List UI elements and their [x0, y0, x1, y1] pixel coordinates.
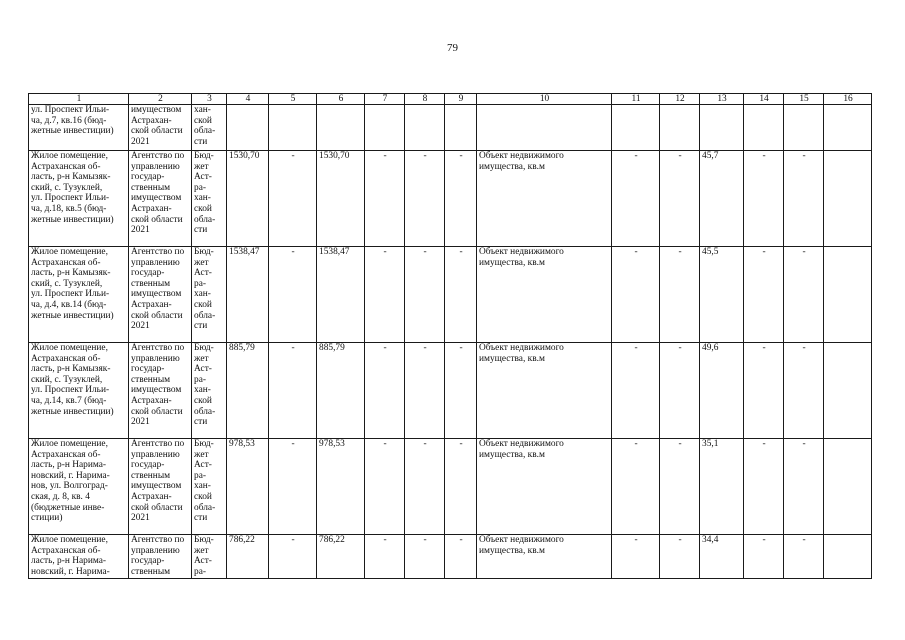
cell-col14: - — [744, 247, 784, 343]
cell-col15: - — [784, 535, 824, 579]
cell-col14 — [744, 105, 784, 151]
budget-source-cell: Бюд- жет Аст- ра- хан- ской обла- сти — [192, 439, 227, 535]
cell-col16 — [824, 343, 872, 439]
cell-col5: - — [269, 535, 317, 579]
indicator-cell — [477, 105, 612, 151]
table-row — [29, 343, 872, 439]
cell-col8: - — [405, 247, 445, 343]
cell-col5: - — [269, 343, 317, 439]
indicator-cell: Объект недвижимого имущества, кв.м — [477, 247, 612, 343]
cell-col12: - — [660, 439, 700, 535]
indicator-cell: Объект недвижимого имущества, кв.м — [477, 535, 612, 579]
column-header: 3 — [192, 94, 227, 105]
cell-col7: - — [365, 151, 405, 247]
amount-cell: 1530,70 — [317, 151, 365, 247]
amount-cell — [317, 105, 365, 151]
agency-cell: Агентство по управлению государ- ственным имуществом Астрахан- ской области 2021 — [129, 247, 192, 343]
cell-col7: - — [365, 343, 405, 439]
cell-col15: - — [784, 151, 824, 247]
budget-source-cell: Бюд- жет Аст- ра- — [192, 535, 227, 579]
area-cell: 35,1 — [700, 439, 744, 535]
budget-source-cell: Бюд- жет Аст- ра- хан- ской обла- сти — [192, 343, 227, 439]
indicator-cell: Объект недвижимого имущества, кв.м — [477, 439, 612, 535]
column-header: 11 — [612, 94, 660, 105]
column-header: 14 — [744, 94, 784, 105]
amount-cell: 786,22 — [317, 535, 365, 579]
cell-col12 — [660, 105, 700, 151]
column-header: 2 — [129, 94, 192, 105]
object-description-cell: Жилое помещение, Астраханская об- ласть, р-н Камызяк- ский, с. Тузуклей, ул. Проспект Ильи- ча, д.18, кв.5 (бюд- жетные инвестиции) — [29, 151, 129, 247]
cell-col8: - — [405, 439, 445, 535]
column-header: 12 — [660, 94, 700, 105]
total-cell: 786,22 — [227, 535, 269, 579]
cell-col7: - — [365, 247, 405, 343]
area-cell: 34,4 — [700, 535, 744, 579]
agency-cell: Агентство по управлению государ- ственным имуществом Астрахан- ской области 2021 — [129, 439, 192, 535]
column-header: 5 — [269, 94, 317, 105]
budget-source-cell: хан- ской обла- сти — [192, 105, 227, 151]
column-header: 13 — [700, 94, 744, 105]
column-header: 15 — [784, 94, 824, 105]
cell-col9: - — [445, 343, 477, 439]
total-cell: 1538,47 — [227, 247, 269, 343]
area-cell: 45,7 — [700, 151, 744, 247]
agency-cell: Агентство по управлению государ- ственным имуществом Астрахан- ской области 2021 — [129, 343, 192, 439]
cell-col11: - — [612, 439, 660, 535]
amount-cell: 978,53 — [317, 439, 365, 535]
cell-col12: - — [660, 151, 700, 247]
cell-col9: - — [445, 151, 477, 247]
cell-col15: - — [784, 439, 824, 535]
cell-col16 — [824, 439, 872, 535]
column-header: 6 — [317, 94, 365, 105]
budget-source-cell: Бюд- жет Аст- ра- хан- ской обла- сти — [192, 151, 227, 247]
table-row — [29, 247, 872, 343]
page-number: 79 — [447, 42, 458, 54]
indicator-cell: Объект недвижимого имущества, кв.м — [477, 343, 612, 439]
cell-col15 — [784, 105, 824, 151]
cell-col12: - — [660, 247, 700, 343]
budget-source-cell: Бюд- жет Аст- ра- хан- ской обла- сти — [192, 247, 227, 343]
column-header: 1 — [29, 94, 129, 105]
cell-col15: - — [784, 247, 824, 343]
cell-col16 — [824, 535, 872, 579]
cell-col14: - — [744, 535, 784, 579]
cell-col14: - — [744, 151, 784, 247]
cell-col14: - — [744, 343, 784, 439]
cell-col7 — [365, 105, 405, 151]
cell-col8: - — [405, 535, 445, 579]
column-header: 4 — [227, 94, 269, 105]
cell-col16 — [824, 105, 872, 151]
cell-col16 — [824, 151, 872, 247]
agency-cell: имуществом Астрахан- ской области 2021 — [129, 105, 192, 151]
table-row — [29, 151, 872, 247]
amount-cell: 1538,47 — [317, 247, 365, 343]
cell-col15: - — [784, 343, 824, 439]
total-cell: 885,79 — [227, 343, 269, 439]
total-cell: 978,53 — [227, 439, 269, 535]
cell-col5: - — [269, 151, 317, 247]
cell-col5 — [269, 105, 317, 151]
cell-col12: - — [660, 535, 700, 579]
table-row — [29, 105, 872, 151]
object-description-cell: ул. Проспект Ильи- ча, д.7, кв.16 (бюд- жетные инвестиции) — [29, 105, 129, 151]
area-cell — [700, 105, 744, 151]
column-header: 16 — [824, 94, 872, 105]
cell-col11: - — [612, 535, 660, 579]
agency-cell: Агентство по управлению государ- ственным имуществом Астрахан- ской области 2021 — [129, 151, 192, 247]
cell-col8: - — [405, 343, 445, 439]
object-description-cell: Жилое помещение, Астраханская об- ласть, р-н Камызяк- ский, с. Тузуклей, ул. Проспект Ильи- ча, д.14, кв.7 (бюд- жетные инвестиции) — [29, 343, 129, 439]
object-description-cell: Жилое помещение, Астраханская об- ласть, р-н Нарима- новский, г. Нарима- — [29, 535, 129, 579]
table-row — [29, 439, 872, 535]
cell-col14: - — [744, 439, 784, 535]
column-header: 7 — [365, 94, 405, 105]
indicator-cell: Объект недвижимого имущества, кв.м — [477, 151, 612, 247]
cell-col11: - — [612, 151, 660, 247]
cell-col7: - — [365, 535, 405, 579]
cell-col8 — [405, 105, 445, 151]
table-row — [29, 535, 872, 579]
cell-col11: - — [612, 247, 660, 343]
total-cell: 1530,70 — [227, 151, 269, 247]
header-row — [29, 94, 872, 105]
total-cell — [227, 105, 269, 151]
cell-col9 — [445, 105, 477, 151]
cell-col11 — [612, 105, 660, 151]
cell-col16 — [824, 247, 872, 343]
cell-col9: - — [445, 247, 477, 343]
cell-col7: - — [365, 439, 405, 535]
cell-col9: - — [445, 439, 477, 535]
area-cell: 49,6 — [700, 343, 744, 439]
cell-col12: - — [660, 343, 700, 439]
data-table — [28, 93, 872, 579]
cell-col5: - — [269, 439, 317, 535]
column-header: 10 — [477, 94, 612, 105]
cell-col9: - — [445, 535, 477, 579]
column-header: 9 — [445, 94, 477, 105]
object-description-cell: Жилое помещение, Астраханская об- ласть, р-н Камызяк- ский, с. Тузуклей, ул. Проспект Ильи- ча, д.4, кв.14 (бюд- жетные инвестиции) — [29, 247, 129, 343]
agency-cell: Агентство по управлению государ- ственным — [129, 535, 192, 579]
cell-col8: - — [405, 151, 445, 247]
cell-col5: - — [269, 247, 317, 343]
column-header: 8 — [405, 94, 445, 105]
object-description-cell: Жилое помещение, Астраханская об- ласть, р-н Нарима- новский, г. Нарима- нов, ул. Волгоград- ская, д. 8, кв. 4 (бюджетные инве- стиции) — [29, 439, 129, 535]
amount-cell: 885,79 — [317, 343, 365, 439]
area-cell: 45,5 — [700, 247, 744, 343]
cell-col11: - — [612, 343, 660, 439]
